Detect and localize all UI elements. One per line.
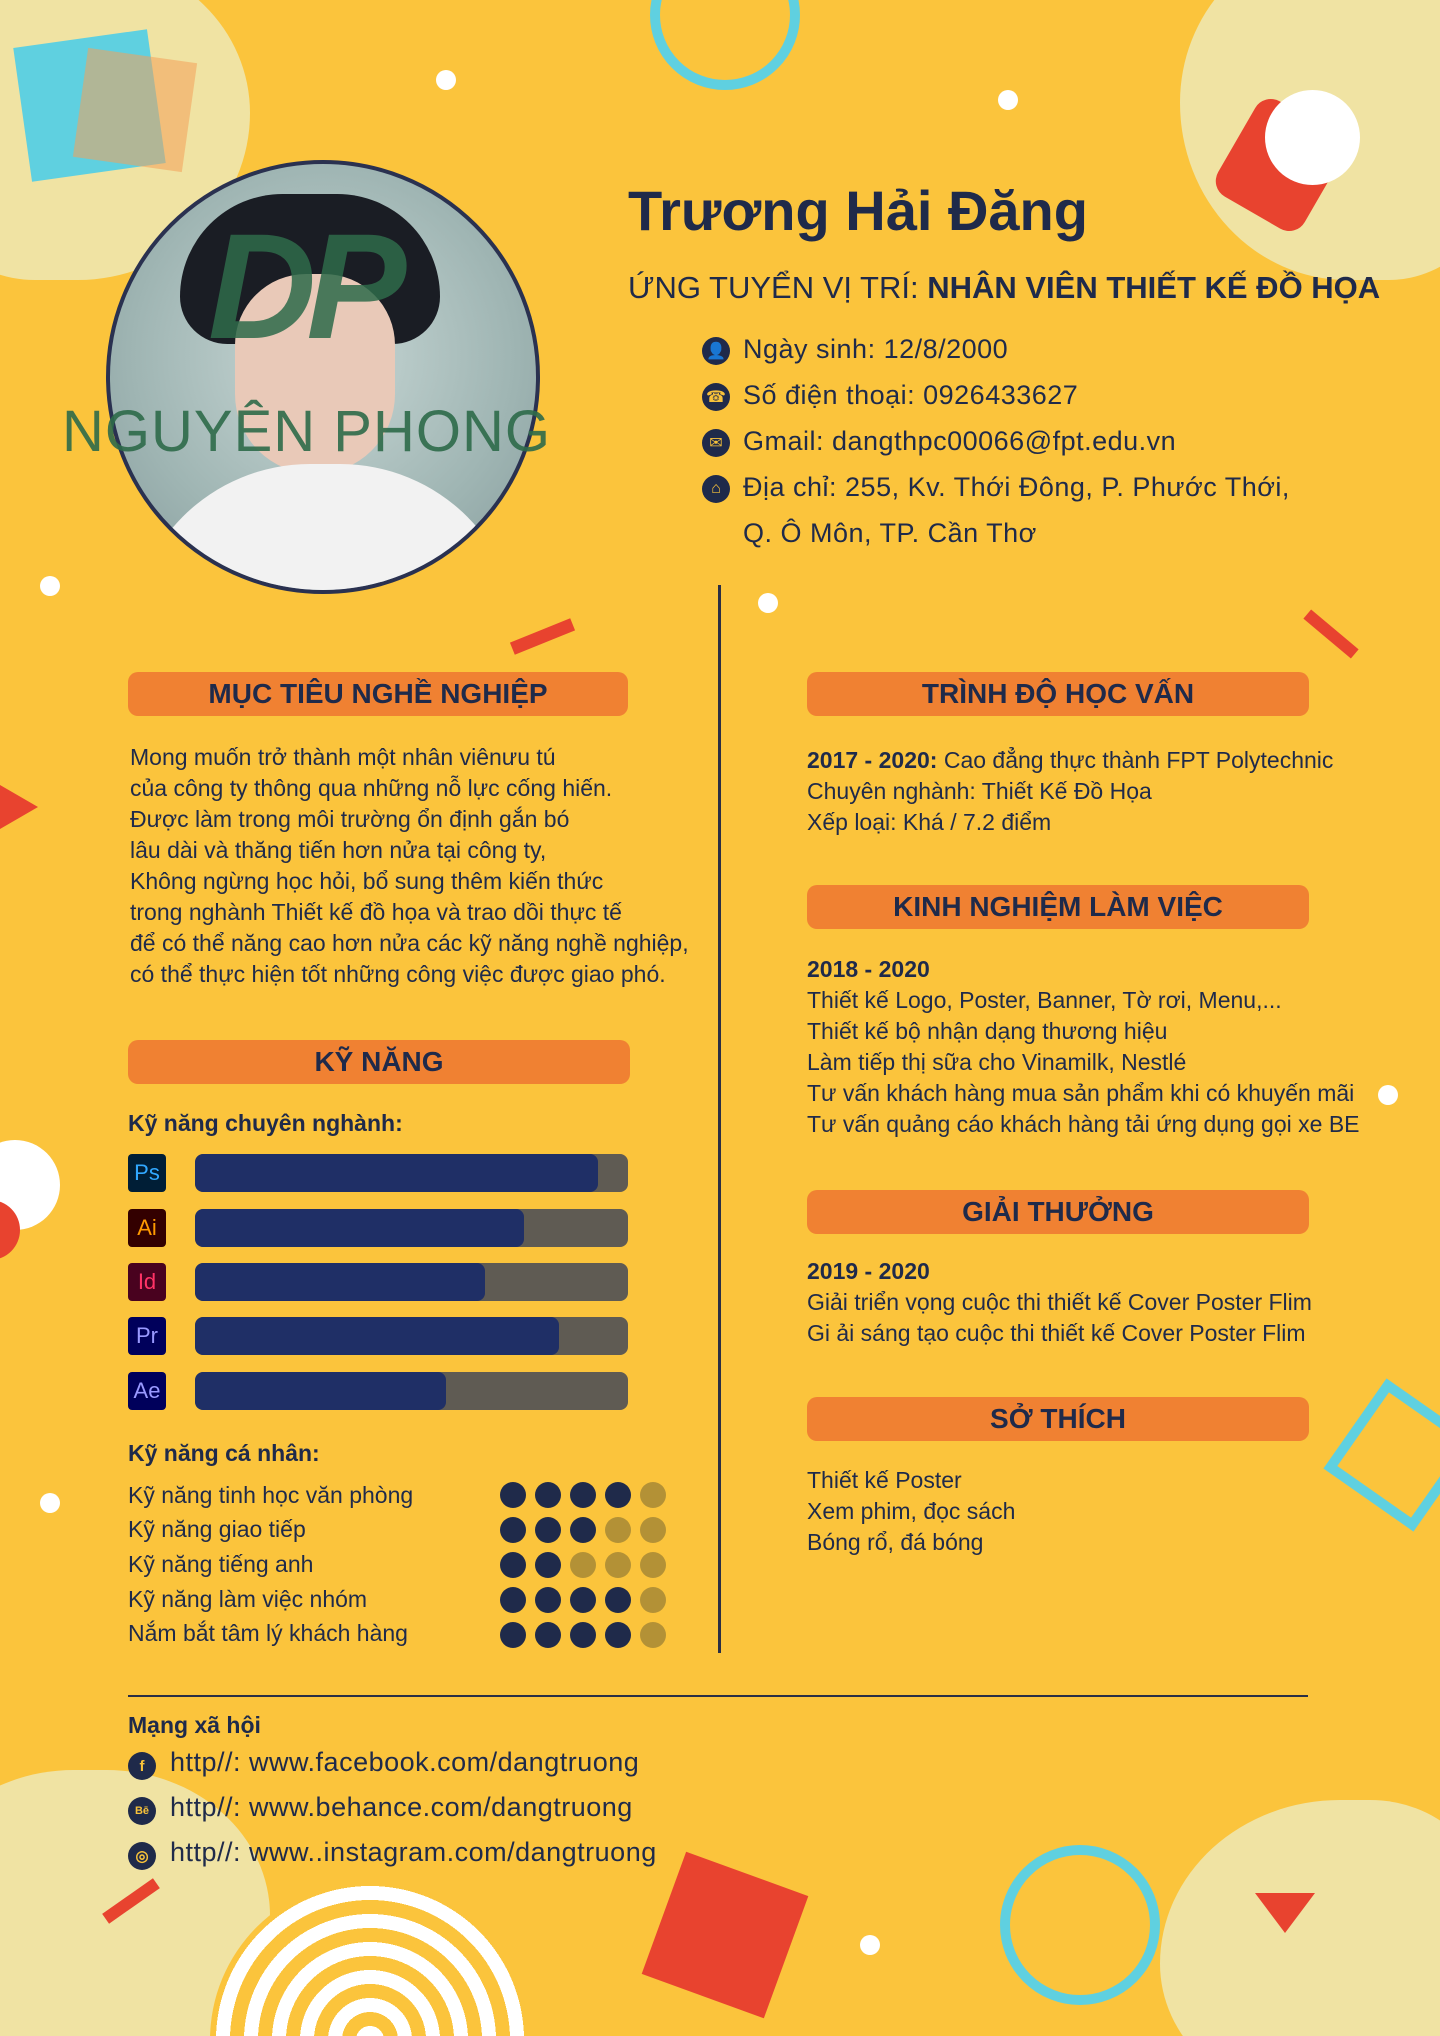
after-effects-icon: Ae xyxy=(128,1372,166,1410)
skill-bar-fill xyxy=(195,1209,524,1247)
phone-icon: ☎ xyxy=(702,383,730,411)
white-dot xyxy=(436,70,456,90)
behance-link[interactable]: http//: www.behance.com/dangtruong xyxy=(170,1792,633,1822)
career-goal-line: có thể thực hiện tốt những công việc được giao phó. xyxy=(130,961,666,987)
rating-dot-empty xyxy=(640,1622,666,1648)
rating-dot-filled xyxy=(500,1482,526,1508)
white-dot xyxy=(1378,1085,1398,1105)
orange-square-shape xyxy=(73,48,197,172)
career-goal-line: Mong muốn trở thành một nhân viênưu tú xyxy=(130,744,556,770)
skill-rating xyxy=(500,1482,666,1508)
rating-dot-empty xyxy=(640,1587,666,1613)
watermark-logo: DP xyxy=(208,202,397,370)
experience-heading: KINH NGHIỆM LÀM VIỆC xyxy=(807,885,1309,929)
white-dot xyxy=(40,576,60,596)
rating-dot-filled xyxy=(535,1622,561,1648)
personal-skill-label: Kỹ năng tiếng anh xyxy=(128,1551,314,1577)
personal-skill-label: Kỹ năng tinh học văn phòng xyxy=(128,1482,414,1508)
skill-bar-fill xyxy=(195,1317,559,1355)
rating-dot-filled xyxy=(605,1482,631,1508)
footer-divider xyxy=(128,1695,1308,1697)
career-goal-line: để có thể năng cao hơn nửa các kỹ năng nghề nghiệp, xyxy=(130,930,689,956)
candidate-name: Trương Hải Đăng xyxy=(628,179,1088,242)
rating-dot-filled xyxy=(570,1622,596,1648)
home-icon: ⌂ xyxy=(702,475,730,503)
education-school-line xyxy=(807,745,1333,776)
personal-skills-title: Kỹ năng cá nhân: xyxy=(128,1440,320,1466)
rating-dot-empty xyxy=(570,1552,596,1578)
white-dot xyxy=(758,593,778,613)
hobbies-heading: SỞ THÍCH xyxy=(807,1397,1309,1441)
skill-rating xyxy=(500,1552,666,1578)
personal-skill-label: Nắm bắt tâm lý khách hàng xyxy=(128,1620,408,1646)
career-goal-heading: MỤC TIÊU NGHỀ NGHIỆP xyxy=(128,672,628,716)
awards-line: Gi ải sáng tạo cuộc thi thiết kế Cover Poster Flim xyxy=(807,1320,1306,1346)
career-goal-text xyxy=(130,742,689,990)
social-title: Mạng xã hội xyxy=(128,1712,261,1738)
facebook-link[interactable]: http//: www.facebook.com/dangtruong xyxy=(170,1747,640,1777)
instagram-icon[interactable]: ◎ xyxy=(128,1842,156,1870)
email-text: Gmail: dangthpc00066@fpt.edu.vn xyxy=(743,426,1177,456)
rating-dot-filled xyxy=(500,1552,526,1578)
rating-dot-empty xyxy=(640,1482,666,1508)
skill-bar-fill xyxy=(195,1154,598,1192)
cyan-diamond-shape xyxy=(1323,1378,1440,1531)
skill-rating xyxy=(500,1517,666,1543)
photoshop-icon: Ps xyxy=(128,1154,166,1192)
skill-rating xyxy=(500,1622,666,1648)
personal-skill-label: Kỹ năng giao tiếp xyxy=(128,1516,306,1542)
rating-dot-empty xyxy=(605,1517,631,1543)
rating-dot-empty xyxy=(640,1517,666,1543)
red-stick-shape xyxy=(1303,609,1358,658)
skill-bar-after-effects xyxy=(195,1372,628,1410)
skill-bar-photoshop xyxy=(195,1154,628,1192)
awards-year: 2019 - 2020 xyxy=(807,1258,930,1284)
education-grade: Xếp loại: Khá / 7.2 điểm xyxy=(807,809,1052,835)
education-year: 2017 - 2020: xyxy=(807,747,938,773)
career-goal-line: của công ty thông qua những nỗ lực cống hiến. xyxy=(130,775,613,801)
skills-heading: KỸ NĂNG xyxy=(128,1040,630,1084)
career-goal-line: lâu dài và thăng tiến hơn nửa tại công ty, xyxy=(130,837,547,863)
position-value: NHÂN VIÊN THIẾT KẾ ĐỒ HỌA xyxy=(927,270,1381,305)
rating-dot-filled xyxy=(570,1587,596,1613)
professional-skills-title: Kỹ năng chuyên nghành: xyxy=(128,1110,403,1136)
rating-dot-filled xyxy=(500,1517,526,1543)
position-prefix: ỨNG TUYỂN VỊ TRÍ: xyxy=(628,270,928,305)
career-goal-line: Không ngừng học hỏi, bổ sung thêm kiến thức xyxy=(130,868,604,894)
rating-dot-filled xyxy=(535,1552,561,1578)
mail-icon: ✉ xyxy=(702,429,730,457)
photo-shirt xyxy=(130,464,520,594)
white-dot xyxy=(860,1935,880,1955)
experience-year: 2018 - 2020 xyxy=(807,956,930,982)
education-heading: TRÌNH ĐỘ HỌC VẤN xyxy=(807,672,1309,716)
rating-dot-filled xyxy=(605,1622,631,1648)
experience-text xyxy=(807,954,1360,1140)
rating-dot-filled xyxy=(570,1517,596,1543)
career-goal-line: Được làm trong môi trường ổn định gắn bó xyxy=(130,806,570,832)
red-triangle-shape xyxy=(1255,1893,1315,1933)
education-school: Cao đẳng thực thành FPT Polytechnic xyxy=(937,747,1334,773)
experience-line: Thiết kế Logo, Poster, Banner, Tờ rơi, Menu,... xyxy=(807,987,1282,1013)
awards-line: Giải triển vọng cuộc thi thiết kế Cover Poster Flim xyxy=(807,1289,1312,1315)
rating-dot-filled xyxy=(500,1622,526,1648)
phone-text: Số điện thoại: 0926433627 xyxy=(743,380,1079,410)
personal-skill-label: Kỹ năng làm việc nhóm xyxy=(128,1586,368,1612)
hobby-line: Bóng rổ, đá bóng xyxy=(807,1529,984,1555)
indesign-icon: Id xyxy=(128,1263,166,1301)
rating-dot-filled xyxy=(535,1482,561,1508)
experience-line: Thiết kế bộ nhận dạng thương hiệu xyxy=(807,1018,1168,1044)
rating-dot-empty xyxy=(605,1552,631,1578)
instagram-link[interactable]: http//: www..instagram.com/dangtruong xyxy=(170,1837,657,1867)
skill-bar-fill xyxy=(195,1372,446,1410)
awards-text xyxy=(807,1256,1312,1349)
column-divider xyxy=(718,585,721,1653)
white-dot xyxy=(40,1493,60,1513)
experience-line: Tư vấn khách hàng mua sản phẩm khi có khuyến mãi xyxy=(807,1080,1355,1106)
watermark-text: NGUYÊN PHONG xyxy=(62,399,551,464)
rating-dot-empty xyxy=(640,1552,666,1578)
cyan-ring-shape xyxy=(650,0,800,90)
skill-bar-indesign xyxy=(195,1263,628,1301)
rating-dot-filled xyxy=(500,1587,526,1613)
awards-heading: GIẢI THƯỞNG xyxy=(807,1190,1309,1234)
facebook-icon[interactable]: f xyxy=(128,1752,156,1780)
behance-icon[interactable]: Bē xyxy=(128,1797,156,1825)
illustrator-icon: Ai xyxy=(128,1209,166,1247)
rating-dot-filled xyxy=(570,1482,596,1508)
applied-position xyxy=(628,270,1380,306)
premiere-icon: Pr xyxy=(128,1317,166,1355)
address-text: Địa chỉ: 255, Kv. Thới Đông, P. Phước Thới, xyxy=(743,472,1290,502)
cyan-ring-shape xyxy=(1000,1845,1160,2005)
experience-line: Làm tiếp thị sữa cho Vinamilk, Nestlé xyxy=(807,1049,1187,1075)
red-triangle-shape xyxy=(0,785,38,829)
white-circle-shape xyxy=(1265,90,1360,185)
address-line2-text: Q. Ô Môn, TP. Cần Thơ xyxy=(743,518,1037,548)
career-goal-line: trong nghành Thiết kế đồ họa và trao dồi thực tế xyxy=(130,899,622,925)
hobbies-text xyxy=(807,1465,1015,1558)
red-stick-shape xyxy=(510,618,575,654)
user-icon: 👤 xyxy=(702,337,730,365)
skill-bar-premiere xyxy=(195,1317,628,1355)
experience-line: Tư vấn quảng cáo khách hàng tải ứng dụng gọi xe BE xyxy=(807,1111,1360,1137)
rating-dot-filled xyxy=(535,1587,561,1613)
hobby-line: Thiết kế Poster xyxy=(807,1467,962,1493)
education-major: Chuyên nghành: Thiết Kế Đồ Họa xyxy=(807,778,1152,804)
skill-bar-illustrator xyxy=(195,1209,628,1247)
rating-dot-filled xyxy=(605,1587,631,1613)
skill-rating xyxy=(500,1587,666,1613)
white-dot xyxy=(998,90,1018,110)
skill-bar-fill xyxy=(195,1263,485,1301)
education-text xyxy=(807,745,1333,838)
birthdate-text: Ngày sinh: 12/8/2000 xyxy=(743,334,1009,364)
hobby-line: Xem phim, đọc sách xyxy=(807,1498,1016,1524)
rating-dot-filled xyxy=(535,1517,561,1543)
red-square-shape xyxy=(642,1852,809,2019)
